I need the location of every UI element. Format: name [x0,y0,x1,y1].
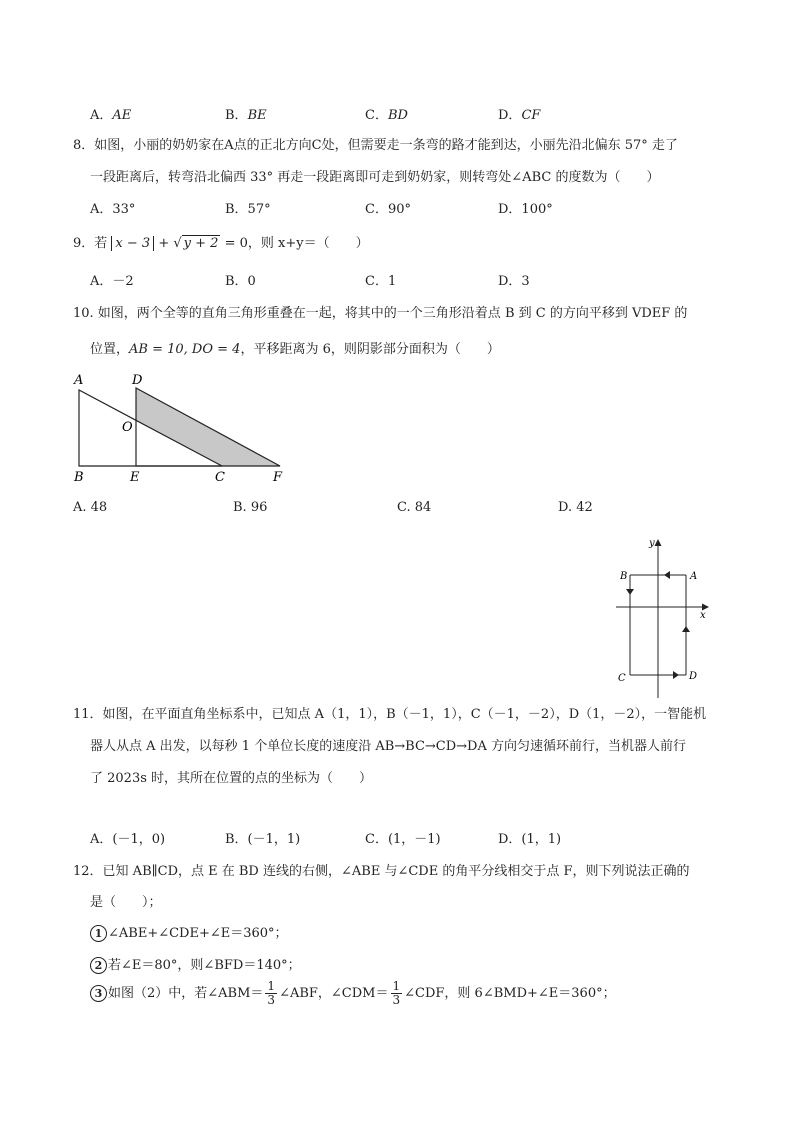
q9-prefix: 9．若 [73,236,108,251]
q10-math: AB = 10, DO = 4 [129,342,241,357]
label-d: D [132,373,143,388]
q10-option-a[interactable]: A. 48 [73,500,108,515]
q9-sqrt: √ y + 2 [173,236,219,251]
q9-stem [73,232,369,251]
q11-line-3: 了 2023s 时，其所在位置的点的坐标为（ ） [90,771,373,786]
q7-option-c[interactable]: C．BD [365,108,408,123]
q12-statement-3: 3 如图（2）中，若∠ABM＝ $\frac{1}{3}$ ∠ABF，∠CDM＝ $\frac{1}{3}$ ∠CDF，则 6∠BMD+∠E＝360°； [90,980,616,1007]
label-o: O [122,420,133,435]
q8-line-1: 8．如图，小丽的奶奶家在A点的正北方向C处，但需要走一条弯的路才能到达，小丽先沿北偏东 57° 走了 [73,138,678,153]
q11-option-c[interactable]: C．(1，－1) [365,832,441,847]
q9-option-a[interactable]: A．－2 [90,274,134,289]
fraction-one-third-2: $\frac{1}{3}$ [392,979,401,1007]
arrow-ab-icon [664,571,670,579]
label-f: F [273,470,283,485]
q10-option-b[interactable]: B. 96 [233,500,268,515]
label-b: B [74,470,84,485]
point-a-label: A [690,571,698,582]
q10-triangle-figure [70,370,290,485]
q11-option-d[interactable]: D．(1，1) [498,832,562,847]
q11-option-a[interactable]: A．(－1，0) [90,832,166,847]
q10-option-d[interactable]: D. 42 [558,500,593,515]
statement-2-mark: 2 [90,957,107,974]
q9-option-b[interactable]: B．0 [225,274,256,289]
q11-line-2: 器人从点 A 出发，以每秒 1 个单位长度的速度沿 AB→BC→CD→DA 方向匀速循环前行，当机器人前行 [90,739,686,754]
q9-eq: = 0 [224,236,248,251]
q8-option-a[interactable]: A．33° [90,202,136,217]
q11-option-b[interactable]: B．(－1，1) [225,832,301,847]
statement-3-mark: 3 [90,985,107,1002]
q9-option-d[interactable]: D．3 [498,274,530,289]
q8-option-d[interactable]: D．100° [498,202,553,217]
statement-1-mark: 1 [90,925,107,942]
q9-option-c[interactable]: C．1 [365,274,397,289]
point-c-label: C [618,673,626,684]
fraction-one-third: $\frac{1}{3}$ [267,979,276,1007]
arrow-cd-icon [673,671,679,679]
label-a: A [74,373,84,388]
q7-option-a[interactable]: A．AE [90,108,132,123]
q9-abs-expr: x − 3 [111,236,154,251]
point-d-label: D [689,671,698,682]
q10-line-1: 10. 如图，两个全等的直角三角形重叠在一起，将其中的一个三角形沿着点 B 到 C 的方向平移到 VDEF 的 [73,306,688,321]
y-axis-label: y [649,538,655,549]
label-e: E [130,470,140,485]
q8-option-c[interactable]: C．90° [365,202,411,217]
point-b-label: B [620,571,628,582]
q12-line-1: 12．已知 AB∥CD，点 E 在 BD 连线的右侧，∠ABE 与∠CDE 的角平分线相交于点 F，则下列说法正确的 [73,864,690,879]
q11-coordinate-figure [600,532,720,702]
q11-line-1: 11．如图，在平面直角坐标系中，已知点 A（1，1），B（－1，1），C（－1，－2），D（1，－2），一智能机 [73,707,707,722]
q7-option-b[interactable]: B．BE [225,108,267,123]
q9-suffix: ，则 x+y＝（ ） [247,236,369,251]
arrow-bc-icon [626,589,634,595]
q12-line-2: 是（ ）； [90,895,162,910]
q8-line-2: 一段距离后，转弯沿北偏西 33° 再走一段距离即可走到奶奶家，则转弯处∠ABC 的度数为（ ） [90,170,660,185]
q9-plus: + [158,236,170,251]
arrow-da-icon [682,626,690,632]
x-axis-label: x [700,610,706,621]
q10-option-c[interactable]: C. 84 [397,500,432,515]
q8-option-b[interactable]: B．57° [225,202,271,217]
label-c: C [215,470,225,485]
q12-statement-1: 1 ∠ABE+∠CDE+∠E＝360°； [90,922,288,942]
q12-statement-2: 2 若∠E＝80°，则∠BFD＝140°； [90,954,301,974]
q7-option-d[interactable]: D．CF [498,108,541,123]
q10-line-2: 位置，AB = 10, DO = 4，平移距离为 6，则阴影部分面积为（ ） [90,342,500,357]
